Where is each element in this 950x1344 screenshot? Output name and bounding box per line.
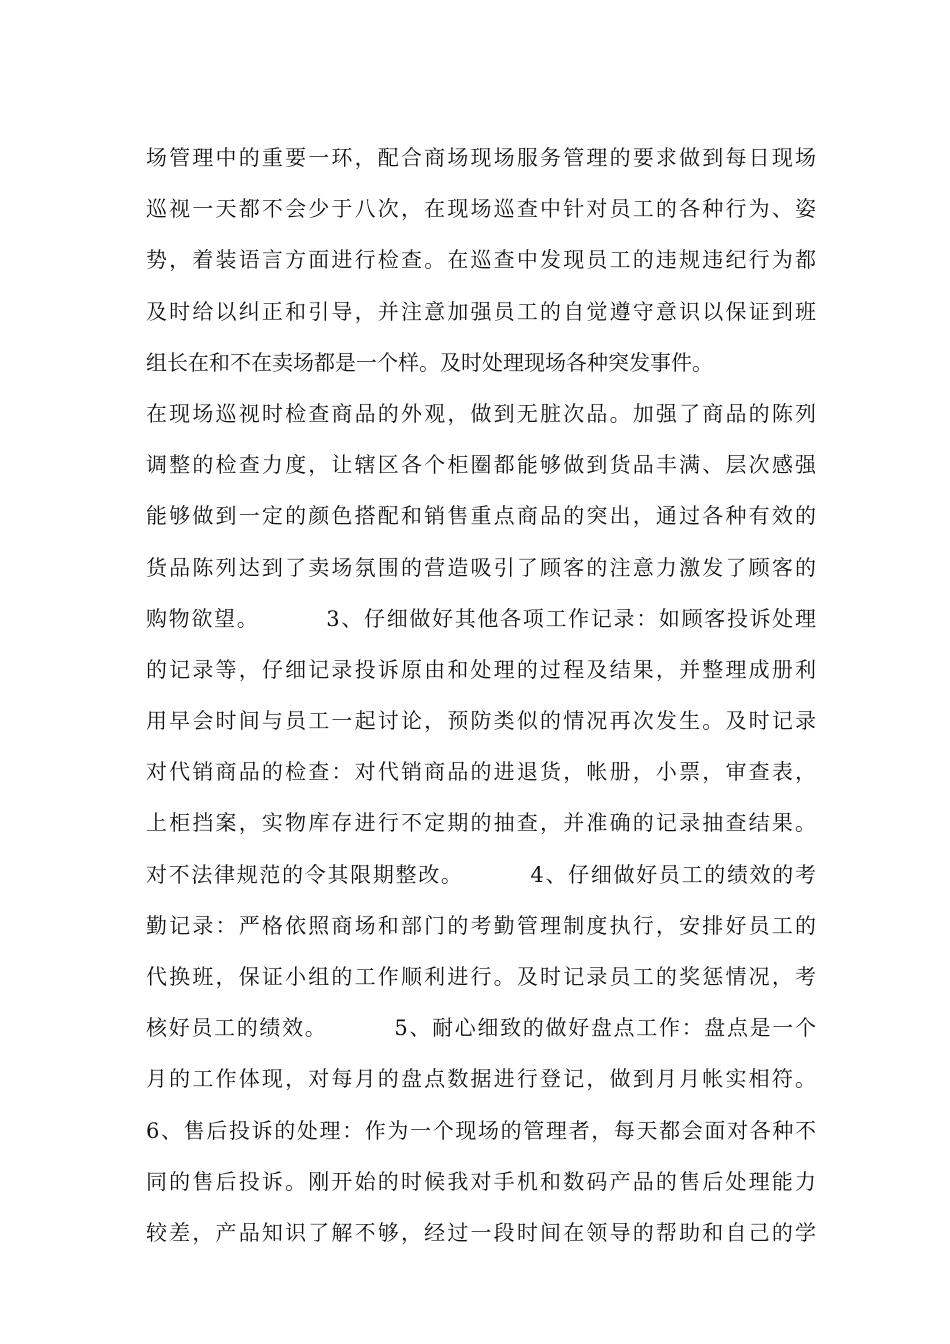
- text-line: 对不法律规范的令其限期整改。 4、仔细做好员工的绩效的考: [146, 862, 816, 887]
- text-line: 及时给以纠正和引导，并注意加强员工的自觉遵守意识以保证到班: [146, 299, 816, 324]
- text-line: 对代销商品的检查：对代销商品的进退货，帐册，小票，审查表，: [146, 760, 816, 785]
- text-line: 较差，产品知识了解不够，经过一段时间在领导的帮助和自己的学: [146, 1220, 816, 1245]
- text-line: 上柜挡案，实物库存进行不定期的抽查，并准确的记录抽查结果。: [146, 811, 816, 836]
- text-line: 在现场巡视时检查商品的外观，做到无脏次品。加强了商品的陈列: [146, 401, 816, 426]
- text-line: 代换班，保证小组的工作顺利进行。及时记录员工的奖惩情况，考: [146, 965, 816, 989]
- text-line: 的记录等，仔细记录投诉原由和处理的过程及结果，并整理成册利: [146, 657, 816, 682]
- text-line: 组长在和不在卖场都是一个样。及时处理现场各种突发事件。: [146, 350, 713, 375]
- text-line: 6、售后投诉的处理：作为一个现场的管理者，每天都会面对各种不: [146, 1118, 816, 1143]
- text-line: 势，着装语言方面进行检查。在巡查中发现员工的违规违纪行为都: [146, 248, 816, 273]
- text-line: 核好员工的绩效。 5、耐心细致的做好盘点工作：盘点是一个: [146, 1016, 816, 1041]
- body-text: [146, 133, 816, 1259]
- text-line: 货品陈列达到了卖场氛围的营造吸引了顾客的注意力激发了顾客的: [146, 555, 816, 580]
- text-line: 能够做到一定的颜色搭配和销售重点商品的突出，通过各种有效的: [146, 504, 816, 529]
- text-line: 勤记录：严格依照商场和部门的考勤管理制度执行，安排好员工的: [146, 913, 816, 938]
- text-line: 巡视一天都不会少于八次，在现场巡查中针对员工的各种行为、姿: [146, 197, 816, 222]
- text-line: 月的工作体现，对每月的盘点数据进行登记，做到月月帐实相符。: [146, 1067, 816, 1092]
- text-line: 购物欲望。 3、仔细做好其他各项工作记录：如顾客投诉处理: [146, 606, 816, 631]
- text-line: 同的售后投诉。刚开始的时候我对手机和数码产品的售后处理能力: [146, 1169, 816, 1194]
- text-line: 场管理中的重要一环，配合商场现场服务管理的要求做到每日现场: [146, 146, 816, 170]
- text-line: 用早会时间与员工一起讨论，预防类似的情况再次发生。及时记录: [146, 709, 816, 734]
- text-line: 调整的检查力度，让辖区各个柜圈都能够做到货品丰满、层次感强: [146, 453, 816, 478]
